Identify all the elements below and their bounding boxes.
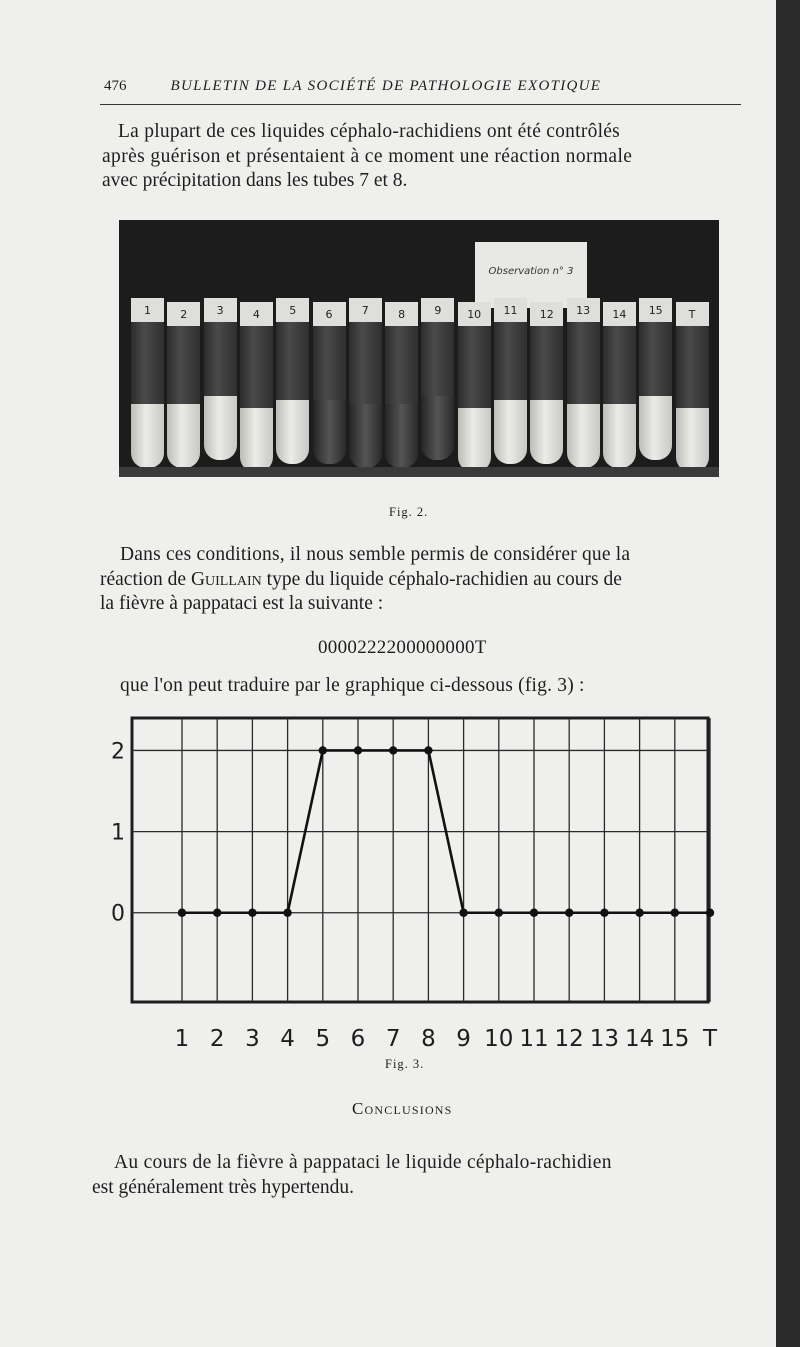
x-tick-label: 1 xyxy=(174,1026,190,1052)
x-tick-label: 4 xyxy=(280,1026,295,1052)
tube-label: 6 xyxy=(313,302,346,326)
x-tick-label: 14 xyxy=(624,1026,655,1052)
author-name: Guillain xyxy=(190,568,262,590)
figure-2-caption: Fig. 2. xyxy=(389,505,429,519)
data-point xyxy=(248,909,256,917)
page-number: 476 xyxy=(104,78,127,94)
text-line: Dans ces conditions, il nous semble permis de considérer que la xyxy=(120,544,631,565)
text-line: après guérison et présentaient à ce moment une réaction normale xyxy=(102,145,633,167)
test-tube xyxy=(240,302,273,472)
test-tube xyxy=(276,298,309,464)
tube-label: 12 xyxy=(530,302,563,326)
test-tube xyxy=(421,298,454,460)
figure-2-photo xyxy=(119,220,719,477)
tube-label: 4 xyxy=(240,302,273,326)
tube-sediment xyxy=(349,404,382,468)
tube-sediment xyxy=(639,396,672,460)
x-tick-label: T xyxy=(702,1026,718,1052)
x-tick-label: 3 xyxy=(245,1026,260,1052)
test-tube xyxy=(530,302,563,464)
observation-card: Observation n° 3 xyxy=(475,242,587,308)
paragraph-conclusions xyxy=(92,1151,740,1200)
text-line xyxy=(100,568,740,593)
x-tick-label: 6 xyxy=(350,1026,366,1052)
test-tube xyxy=(204,298,237,460)
tube-label: 14 xyxy=(603,302,636,326)
data-point xyxy=(495,909,503,917)
tube-sediment xyxy=(494,400,527,464)
tube-sediment xyxy=(131,404,164,468)
section-heading: Conclusions xyxy=(352,1099,453,1118)
x-tick-label: 10 xyxy=(484,1026,514,1052)
tube-label: 9 xyxy=(421,298,454,322)
y-tick-label: 2 xyxy=(111,739,125,765)
plot-frame xyxy=(132,718,708,1002)
tube-sediment xyxy=(385,404,418,468)
x-tick-label: 5 xyxy=(315,1026,331,1052)
test-tube xyxy=(676,302,709,472)
text-line: est généralement très hypertendu. xyxy=(92,1176,355,1198)
tube-sediment xyxy=(421,396,454,460)
data-point xyxy=(706,909,714,917)
test-tube xyxy=(494,298,527,464)
x-tick-label: 13 xyxy=(589,1026,620,1052)
test-tube xyxy=(458,302,491,472)
data-point xyxy=(178,909,186,917)
tube-sediment xyxy=(676,408,709,472)
tube-label: 1 xyxy=(131,298,164,322)
data-point xyxy=(213,909,221,917)
text-line: Au cours de la fièvre à pappataci le liquide céphalo-rachidien xyxy=(114,1152,612,1173)
test-tube xyxy=(131,298,164,468)
test-tube xyxy=(349,298,382,468)
tube-label: 5 xyxy=(276,298,309,322)
running-title: BULLETIN DE LA SOCIÉTÉ DE PATHOLOGIE EXOTIQUE xyxy=(170,78,602,94)
tube-sediment xyxy=(530,400,563,464)
text-fragment: réaction de xyxy=(100,568,191,590)
reaction-formula: 0000222200000000T xyxy=(318,637,487,658)
figure-3-chart xyxy=(100,710,740,1070)
tube-sediment xyxy=(567,404,600,468)
test-tube xyxy=(385,302,418,468)
x-tick-label: 8 xyxy=(421,1026,436,1052)
paragraph-conditions xyxy=(100,543,740,617)
data-point xyxy=(600,909,608,917)
x-tick-label: 12 xyxy=(554,1026,584,1052)
paragraph-intro xyxy=(102,120,742,194)
x-tick-label: 9 xyxy=(456,1026,471,1052)
text-line: la fièvre à pappataci est la suivante : xyxy=(100,593,384,614)
x-tick-label: 7 xyxy=(385,1026,401,1052)
running-header xyxy=(104,78,740,95)
test-tube xyxy=(167,302,200,468)
test-tube xyxy=(313,302,346,464)
data-point xyxy=(635,909,643,917)
tube-sediment xyxy=(240,408,273,472)
data-point xyxy=(530,909,538,917)
tube-label: 10 xyxy=(458,302,491,326)
tube-sediment xyxy=(276,400,309,464)
paragraph-graph-intro xyxy=(120,674,740,699)
data-point xyxy=(319,746,327,754)
tube-label: 11 xyxy=(494,298,527,322)
x-tick-label: 2 xyxy=(209,1026,225,1052)
x-tick-label: 11 xyxy=(519,1026,549,1052)
text-line: que l'on peut traduire par le graphique ci-dessous (fig. 3) : xyxy=(120,675,585,696)
tube-sediment xyxy=(313,400,346,464)
text-fragment: type du liquide céphalo-rachidien au cours de xyxy=(261,568,622,590)
test-tube xyxy=(603,302,636,468)
tube-label: 7 xyxy=(349,298,382,322)
data-point xyxy=(671,909,679,917)
data-point xyxy=(283,909,291,917)
tube-sediment xyxy=(603,404,636,468)
data-point xyxy=(459,909,467,917)
text-line: La plupart de ces liquides céphalo-rachidiens ont été contrôlés xyxy=(118,121,620,142)
tube-sediment xyxy=(167,404,200,468)
tube-label: 8 xyxy=(385,302,418,326)
test-tube xyxy=(639,298,672,460)
tube-label: 3 xyxy=(204,298,237,322)
data-point xyxy=(565,909,573,917)
figure-3-caption: Fig. 3. xyxy=(385,1057,425,1071)
tube-label: 2 xyxy=(167,302,200,326)
text-line: avec précipitation dans les tubes 7 et 8. xyxy=(102,170,408,191)
y-tick-label: 1 xyxy=(111,820,125,846)
data-point xyxy=(389,746,397,754)
bench-edge xyxy=(119,467,719,477)
header-rule xyxy=(100,104,741,105)
data-point xyxy=(424,746,432,754)
tube-label: 13 xyxy=(567,298,600,322)
test-tube xyxy=(567,298,600,468)
tube-sediment xyxy=(204,396,237,460)
y-tick-label: 0 xyxy=(111,901,125,927)
tube-label: T xyxy=(676,302,709,326)
x-tick-label: 15 xyxy=(660,1026,690,1052)
tube-label: 15 xyxy=(639,298,672,322)
tube-sediment xyxy=(458,408,491,472)
data-point xyxy=(354,746,362,754)
